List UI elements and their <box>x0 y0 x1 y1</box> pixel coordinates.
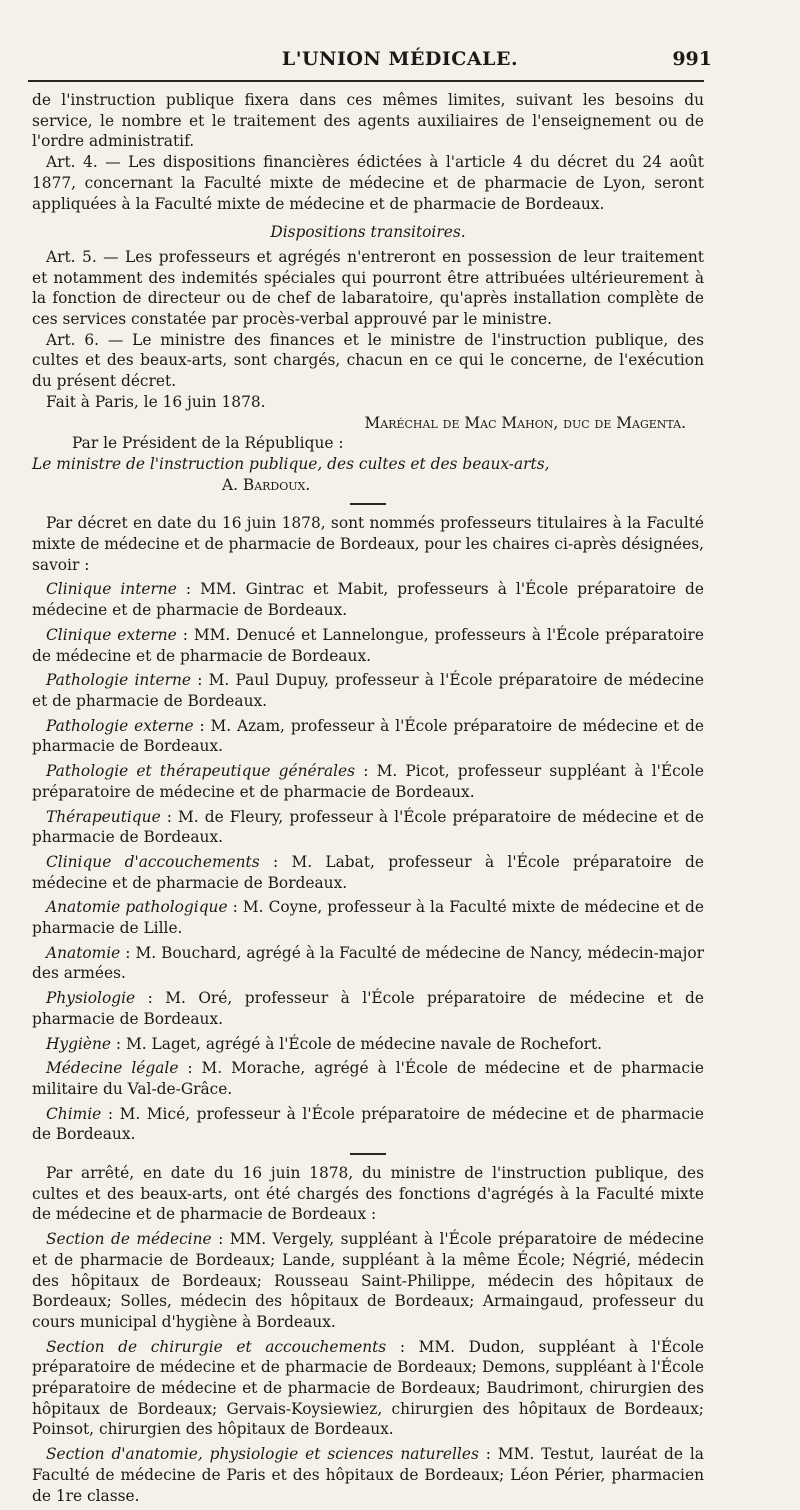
appointee-text: : M. de Fleury, professeur à l'École préparatoire de médecine et de pharmacie de Bordeaux. <box>32 807 704 847</box>
appointee-text: : M. Picot, professeur suppléant à l'École préparatoire de médecine et de pharmacie de Bordeaux. <box>32 762 705 801</box>
chair-name: Chimie <box>46 1104 102 1123</box>
arrete-intro: Par arrêté, en date du 16 juin 1878, du ministre de l'instruction publique, des cultes et des beaux-arts, ont été chargés des fonctions d'agrégés à la Faculté mixte de médecine et de pharmacie de Bordeaux : <box>32 1164 704 1224</box>
appointee-text: : M. Coyne, professeur à la Faculté mixte de médecine et de pharmacie de Lille. <box>32 898 705 938</box>
chair-name: Clinique externe <box>46 625 177 644</box>
appointment-entry <box>32 716 704 757</box>
appointee-text: : M. Morache, agrégé à l'École de médecine et de pharmacie militaire du Val-de-Grâce. <box>32 1059 704 1098</box>
chair-name: Hygiène <box>46 1034 112 1053</box>
section-entry <box>32 1444 704 1506</box>
article-4: Art. 4. — Les dispositions financières édictées à l'article 4 du décret du 24 août 1877, concernant la Faculté mixte de médecine et de pharmacie de Lyon, seront appliquées à la Faculté mixte de médecine et de pharmacie de Bordeaux. <box>32 153 704 213</box>
chair-name: Anatomie <box>46 943 121 962</box>
chair-name: Clinique interne <box>46 580 177 599</box>
minister-signature: A. Bardoux. <box>222 475 311 494</box>
appointee-text: : M. Bouchard, agrégé à la Faculté de médecine de Nancy, médecin-major des armées. <box>32 943 704 983</box>
appointment-entry <box>32 761 704 802</box>
article-body <box>32 90 704 1510</box>
appointee-text: : M. Labat, professeur à l'École préparatoire de médecine et de pharmacie de Bordeaux. <box>32 852 705 892</box>
appointee-text: : M. Laget, agrégé à l'École de médecine navale de Rochefort. <box>111 1034 603 1053</box>
appointee-text: : M. Azam, professeur à l'École préparatoire de médecine et de pharmacie de Bordeaux. <box>32 716 705 756</box>
appointment-entry <box>32 625 704 666</box>
appointment-entry <box>32 1034 704 1055</box>
appointment-entry <box>32 1104 704 1145</box>
appointment-entry <box>32 579 704 620</box>
appointee-text: : M. Oré, professeur à l'École préparatoire de médecine et de pharmacie de Bordeaux. <box>32 989 704 1028</box>
chair-name: Pathologie et thérapeutique générales <box>46 762 356 781</box>
appointee-text: : M. Micé, professeur à l'École préparatoire de médecine et de pharmacie de Bordeaux. <box>32 1104 704 1144</box>
transitional-heading: Dispositions transitoires. <box>270 223 466 242</box>
header-rule <box>28 80 704 82</box>
chair-name: Anatomie pathologique <box>46 898 228 917</box>
section-separator <box>350 1153 386 1155</box>
minister-title: Le ministre de l'instruction publique, des cultes et des beaux-arts, <box>32 454 550 473</box>
minister-name <box>32 475 704 496</box>
spacer <box>32 214 704 222</box>
appointment-entry <box>32 852 704 893</box>
chair-name: Pathologie externe <box>46 716 194 735</box>
appointment-entry <box>32 670 704 711</box>
page-number: 991 <box>672 48 712 70</box>
article-5: Art. 5. — Les professeurs et agrégés n'entreront en possession de leur traitement et notamment des indemités spéciales qui pourront être attribuées ultérieurement à la fonction de directeur ou de chef de labaratoire, qu'après installation complète de ces services constatée par procès-verbal approuvé par le ministre. <box>32 247 704 329</box>
appointment-entry <box>32 1058 704 1099</box>
by-president: Par le Président de la République : <box>72 434 344 453</box>
appointment-entry <box>32 943 704 984</box>
running-header <box>0 46 800 76</box>
appointee-text: : MM. Denucé et Lannelongue, professeurs à l'École préparatoire de médecine et de pharmacie de Bordeaux. <box>32 625 704 665</box>
appointee-text: : MM. Dudon, suppléant à l'École préparatoire de médecine et de pharmacie de Bordeaux; Demons, suppléant à l'École préparatoire de médecine et de pharmacie de Bordeaux; Baudrimont, chirurgien des hôpitaux de Bordeaux; Gervais-Koysiewiez, chirurgien des hôpitaux de Bordeaux; Poinsot, chirurgien des hôpitaux de Bordeaux. <box>32 1337 705 1439</box>
decree-date: Fait à Paris, le 16 juin 1878. <box>46 392 266 411</box>
opening-paragraph: de l'instruction publique fixera dans ces mêmes limites, suivant les besoins du service, le nombre et le traitement des agents auxiliaires de l'enseignement ou de l'ordre administratif. <box>32 91 704 151</box>
appointee-text: : MM. Gintrac et Mabit, professeurs à l'École préparatoire de médecine et de pharmacie de Bordeaux. <box>32 580 704 620</box>
chair-name: Physiologie <box>46 989 136 1008</box>
agreges-sections-list <box>32 1229 704 1506</box>
journal-title: L'UNION MÉDICALE. <box>281 48 519 70</box>
section-separator <box>350 503 386 505</box>
chair-name: Thérapeutique <box>46 807 161 826</box>
appointee-text: : M. Paul Dupuy, professeur à l'École préparatoire de médecine et de pharmacie de Bordeaux. <box>32 671 705 710</box>
appointment-entry <box>32 988 704 1029</box>
chair-name: Pathologie interne <box>46 671 191 690</box>
appointments-list <box>32 579 704 1145</box>
appointment-entry <box>32 807 704 848</box>
appointee-text: : MM. Vergely, suppléant à l'École préparatoire de médecine et de pharmacie de Bordeaux; Lande, suppléant à la même École; Négrié, médecin des hôpitaux de Bordeaux; Rousseau Saint-Philippe, médecin des hôpitaux de Bordeaux; Solles, médecin des hôpitaux de Bordeaux; Armaingaud, professeur du cours municipal d'hygiène à Bordeaux. <box>32 1230 705 1331</box>
signatory-name: Maréchal de Mac Mahon, duc de Magenta. <box>364 413 686 432</box>
section-entry <box>32 1337 704 1441</box>
chair-name: Section d'anatomie, physiologie et sciences naturelles <box>46 1445 479 1464</box>
chair-name: Médecine légale <box>46 1059 179 1078</box>
appointee-text: : MM. Testut, lauréat de la Faculté de médecine de Paris et des hôpitaux de Bordeaux; Léon Périer, pharmacien de 1re classe. <box>32 1445 704 1505</box>
decree-intro: Par décret en date du 16 juin 1878, sont nommés professeurs titulaires à la Faculté mixte de médecine et de pharmacie de Bordeaux, pour les chaires ci-après désignées, savoir : <box>32 514 704 574</box>
chair-name: Section de médecine <box>46 1230 212 1249</box>
section-entry <box>32 1229 704 1333</box>
signatory <box>32 413 704 434</box>
article-6: Art. 6. — Le ministre des finances et le ministre de l'instruction publique, des cultes et des beaux-arts, sont chargés, chacun en ce qui le concerne, de l'exécution du présent décret. <box>32 330 704 391</box>
chair-name: Section de chirurgie et accouchements <box>46 1337 387 1356</box>
appointment-entry <box>32 897 704 938</box>
chair-name: Clinique d'accouchements <box>46 852 260 871</box>
